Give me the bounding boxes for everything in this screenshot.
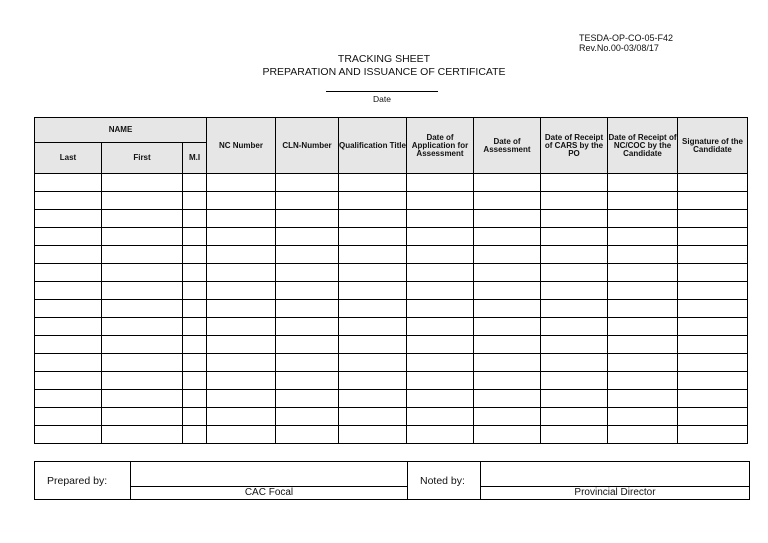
noted-by-role: Provincial Director (481, 487, 750, 500)
table-cell[interactable] (102, 174, 183, 192)
table-cell[interactable] (474, 228, 541, 246)
table-cell[interactable] (183, 426, 207, 444)
cln-number-header: CLN-Number (276, 118, 339, 174)
table-row (35, 174, 748, 192)
table-cell[interactable] (183, 372, 207, 390)
prepared-by-label: Prepared by: (35, 462, 131, 500)
table-cell[interactable] (276, 408, 339, 426)
table-row (35, 300, 748, 318)
table-cell[interactable] (183, 300, 207, 318)
table-cell[interactable] (276, 174, 339, 192)
table-row (35, 282, 748, 300)
table-cell[interactable] (474, 300, 541, 318)
table-row (35, 372, 748, 390)
table-cell[interactable] (339, 210, 407, 228)
table-cell[interactable] (339, 354, 407, 372)
first-name-header: First (102, 143, 183, 174)
table-cell[interactable] (541, 372, 608, 390)
table-cell[interactable] (276, 192, 339, 210)
table-cell[interactable] (678, 354, 748, 372)
table-cell[interactable] (678, 300, 748, 318)
table-cell[interactable] (207, 282, 276, 300)
table-cell[interactable] (276, 426, 339, 444)
prepared-by-role: CAC Focal (131, 487, 408, 500)
table-cell[interactable] (678, 408, 748, 426)
table-cell[interactable] (678, 174, 748, 192)
table-cell[interactable] (35, 282, 102, 300)
table-cell[interactable] (407, 318, 474, 336)
table-cell[interactable] (35, 426, 102, 444)
table-row (35, 426, 748, 444)
table-cell[interactable] (276, 300, 339, 318)
table-cell[interactable] (183, 282, 207, 300)
table-cell[interactable] (183, 228, 207, 246)
table-cell[interactable] (207, 354, 276, 372)
table-cell[interactable] (407, 426, 474, 444)
table-cell[interactable] (407, 408, 474, 426)
table-row (35, 228, 748, 246)
table-cell[interactable] (407, 192, 474, 210)
table-cell[interactable] (339, 300, 407, 318)
table-cell[interactable] (678, 372, 748, 390)
table-cell[interactable] (207, 264, 276, 282)
table-row (35, 390, 748, 408)
qualification-title-header: Qualification Title (339, 118, 407, 174)
table-cell[interactable] (102, 426, 183, 444)
table-cell[interactable] (608, 336, 678, 354)
table-cell[interactable] (541, 210, 608, 228)
table-cell[interactable] (35, 372, 102, 390)
table-cell[interactable] (474, 318, 541, 336)
table-cell[interactable] (339, 246, 407, 264)
table-cell[interactable] (474, 264, 541, 282)
table-cell[interactable] (678, 228, 748, 246)
table-cell[interactable] (541, 354, 608, 372)
table-cell[interactable] (474, 282, 541, 300)
table-cell[interactable] (276, 264, 339, 282)
table-cell[interactable] (35, 390, 102, 408)
table-cell[interactable] (339, 336, 407, 354)
table-cell[interactable] (35, 174, 102, 192)
table-cell[interactable] (207, 246, 276, 264)
table-cell[interactable] (339, 408, 407, 426)
table-cell[interactable] (608, 408, 678, 426)
sheet-title: TRACKING SHEET (337, 53, 431, 65)
table-cell[interactable] (678, 426, 748, 444)
table-cell[interactable] (207, 336, 276, 354)
table-cell[interactable] (183, 192, 207, 210)
date-assessment-header: Date of Assessment (474, 118, 541, 174)
table-cell[interactable] (407, 228, 474, 246)
table-cell[interactable] (276, 210, 339, 228)
date-application-header: Date of Application for Assessment (407, 118, 474, 174)
table-cell[interactable] (207, 300, 276, 318)
table-cell[interactable] (608, 426, 678, 444)
table-cell[interactable] (407, 372, 474, 390)
table-cell[interactable] (474, 426, 541, 444)
date-label: Date (373, 94, 391, 104)
table-row (35, 246, 748, 264)
table-cell[interactable] (678, 336, 748, 354)
table-cell[interactable] (608, 354, 678, 372)
table-cell[interactable] (35, 300, 102, 318)
table-cell[interactable] (678, 318, 748, 336)
table-cell[interactable] (207, 174, 276, 192)
table-cell[interactable] (102, 264, 183, 282)
table-row (35, 192, 748, 210)
table-cell[interactable] (102, 408, 183, 426)
table-cell[interactable] (183, 408, 207, 426)
table-cell[interactable] (474, 210, 541, 228)
table-row (35, 408, 748, 426)
table-cell[interactable] (207, 318, 276, 336)
last-name-header: Last (35, 143, 102, 174)
table-cell[interactable] (678, 246, 748, 264)
table-cell[interactable] (407, 354, 474, 372)
table-cell[interactable] (407, 264, 474, 282)
table-cell[interactable] (102, 246, 183, 264)
table-cell[interactable] (608, 390, 678, 408)
table-cell[interactable] (276, 390, 339, 408)
table-cell[interactable] (102, 300, 183, 318)
table-cell[interactable] (102, 228, 183, 246)
table-cell[interactable] (339, 426, 407, 444)
date-receipt-nc-header: Date of Receipt of NC/COC by the Candidate (608, 118, 678, 174)
table-cell[interactable] (339, 390, 407, 408)
table-cell[interactable] (276, 336, 339, 354)
revision-number: Rev.No.00-03/08/17 (579, 43, 659, 53)
table-cell[interactable] (183, 354, 207, 372)
table-cell[interactable] (276, 318, 339, 336)
table-cell[interactable] (678, 264, 748, 282)
table-cell[interactable] (183, 210, 207, 228)
table-cell[interactable] (474, 372, 541, 390)
signature-footer (34, 461, 750, 500)
table-cell[interactable] (102, 354, 183, 372)
table-cell[interactable] (541, 282, 608, 300)
table-cell[interactable] (541, 192, 608, 210)
table-cell[interactable] (339, 174, 407, 192)
table-cell[interactable] (608, 192, 678, 210)
table-cell[interactable] (474, 336, 541, 354)
table-cell[interactable] (183, 390, 207, 408)
table-cell[interactable] (608, 174, 678, 192)
table-cell[interactable] (207, 408, 276, 426)
table-cell[interactable] (541, 390, 608, 408)
table-cell[interactable] (207, 192, 276, 210)
table-cell[interactable] (207, 372, 276, 390)
table-cell[interactable] (102, 210, 183, 228)
table-cell[interactable] (339, 192, 407, 210)
table-cell[interactable] (102, 372, 183, 390)
middle-initial-header: M.I (183, 143, 207, 174)
sheet-subtitle: PREPARATION AND ISSUANCE OF CERTIFICATE (262, 66, 506, 78)
table-cell[interactable] (35, 318, 102, 336)
table-cell[interactable] (608, 228, 678, 246)
table-cell[interactable] (407, 390, 474, 408)
table-cell[interactable] (102, 192, 183, 210)
table-cell[interactable] (541, 408, 608, 426)
noted-by-label: Noted by: (408, 462, 481, 500)
table-cell[interactable] (207, 390, 276, 408)
table-cell[interactable] (339, 282, 407, 300)
table-cell[interactable] (474, 192, 541, 210)
table-cell[interactable] (608, 264, 678, 282)
table-cell[interactable] (207, 228, 276, 246)
table-cell[interactable] (35, 336, 102, 354)
document-code: TESDA-OP-CO-05-F42 (579, 33, 674, 43)
date-line[interactable] (326, 91, 438, 92)
table-cell[interactable] (407, 210, 474, 228)
table-cell[interactable] (541, 174, 608, 192)
table-row (35, 354, 748, 372)
table-cell[interactable] (541, 318, 608, 336)
table-cell[interactable] (102, 336, 183, 354)
table-cell[interactable] (407, 174, 474, 192)
table-cell[interactable] (608, 372, 678, 390)
table-cell[interactable] (339, 264, 407, 282)
table-cell[interactable] (102, 318, 183, 336)
table-cell[interactable] (608, 300, 678, 318)
table-cell[interactable] (35, 246, 102, 264)
table-cell[interactable] (207, 210, 276, 228)
table-row (35, 336, 748, 354)
table-row (35, 210, 748, 228)
table-cell[interactable] (35, 354, 102, 372)
table-cell[interactable] (339, 372, 407, 390)
table-row (35, 318, 748, 336)
table-cell[interactable] (474, 174, 541, 192)
table-cell[interactable] (276, 354, 339, 372)
table-cell[interactable] (678, 390, 748, 408)
table-cell[interactable] (608, 210, 678, 228)
table-cell[interactable] (474, 408, 541, 426)
name-group-header: NAME (35, 118, 207, 143)
table-cell[interactable] (183, 336, 207, 354)
table-cell[interactable] (608, 246, 678, 264)
table-cell[interactable] (407, 246, 474, 264)
table-cell[interactable] (276, 282, 339, 300)
table-cell[interactable] (339, 318, 407, 336)
table-cell[interactable] (678, 282, 748, 300)
table-cell[interactable] (541, 264, 608, 282)
table-cell[interactable] (276, 246, 339, 264)
table-cell[interactable] (541, 300, 608, 318)
document-code-block (579, 33, 673, 53)
nc-number-header: NC Number (207, 118, 276, 174)
tracking-table (34, 117, 748, 444)
prepared-by-signature-field[interactable] (131, 462, 408, 487)
table-cell[interactable] (474, 354, 541, 372)
noted-by-signature-field[interactable] (481, 462, 750, 487)
table-cell[interactable] (541, 246, 608, 264)
table-cell[interactable] (407, 300, 474, 318)
table-cell[interactable] (678, 210, 748, 228)
table-cell[interactable] (102, 390, 183, 408)
table-cell[interactable] (207, 426, 276, 444)
table-cell[interactable] (474, 246, 541, 264)
table-cell[interactable] (102, 282, 183, 300)
table-cell[interactable] (339, 228, 407, 246)
table-cell[interactable] (183, 174, 207, 192)
table-cell[interactable] (183, 246, 207, 264)
table-cell[interactable] (183, 318, 207, 336)
table-cell[interactable] (276, 372, 339, 390)
table-cell[interactable] (35, 228, 102, 246)
table-cell[interactable] (35, 264, 102, 282)
table-cell[interactable] (474, 390, 541, 408)
table-cell[interactable] (608, 318, 678, 336)
table-cell[interactable] (276, 228, 339, 246)
table-cell[interactable] (541, 336, 608, 354)
table-cell[interactable] (541, 426, 608, 444)
table-cell[interactable] (541, 228, 608, 246)
table-cell[interactable] (35, 408, 102, 426)
table-cell[interactable] (35, 192, 102, 210)
table-cell[interactable] (608, 282, 678, 300)
table-cell[interactable] (678, 192, 748, 210)
table-row (35, 264, 748, 282)
table-cell[interactable] (407, 282, 474, 300)
table-cell[interactable] (183, 264, 207, 282)
table-cell[interactable] (35, 210, 102, 228)
table-cell[interactable] (407, 336, 474, 354)
signature-header: Signature of the Candidate (678, 118, 748, 174)
date-receipt-cars-header: Date of Receipt of CARS by the PO (541, 118, 608, 174)
